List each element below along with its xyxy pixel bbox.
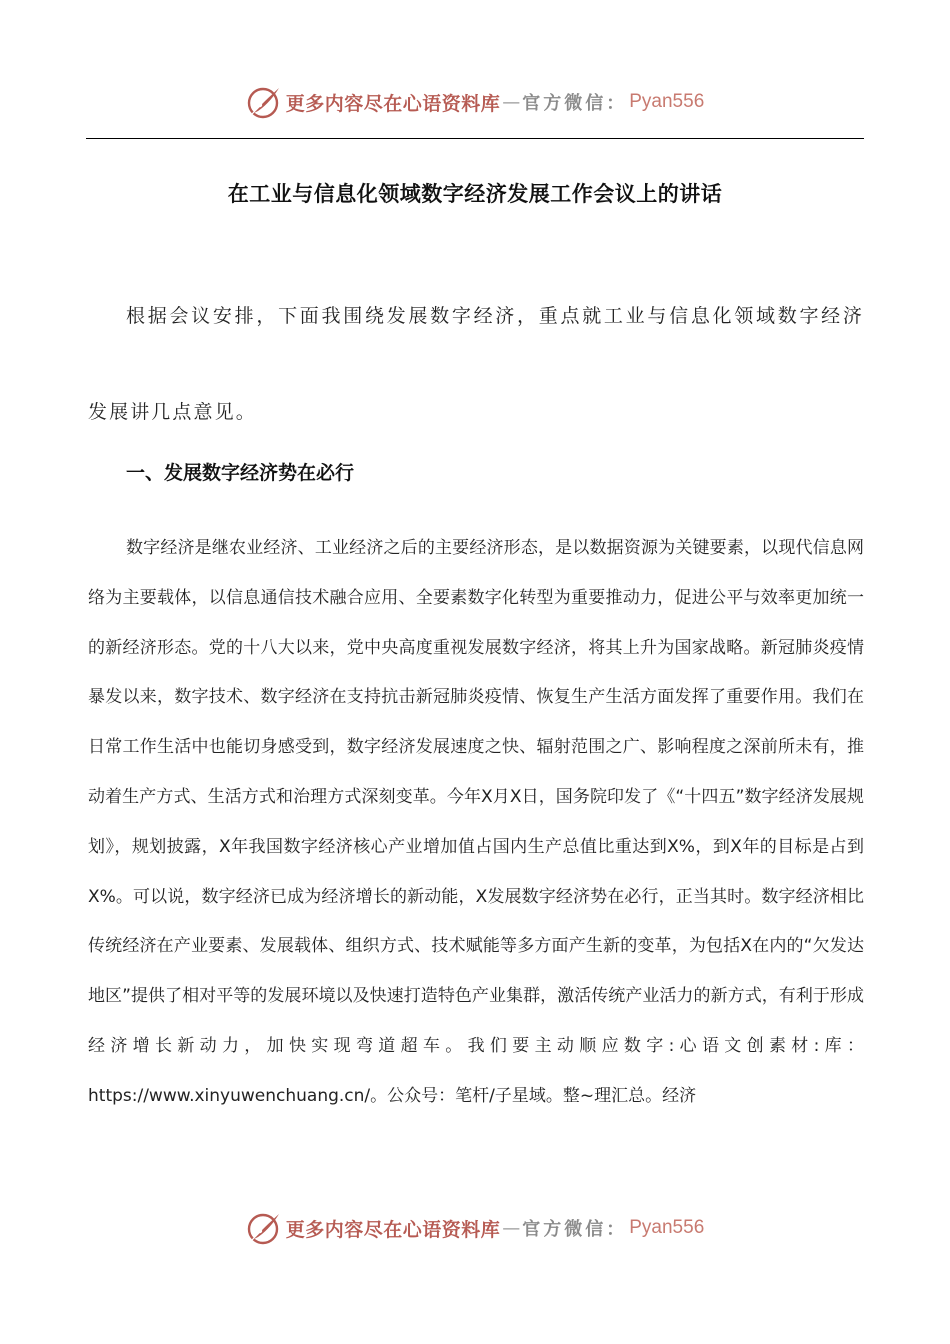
- banner-main-text: 更多内容尽在心语资料库: [285, 92, 501, 115]
- banner-separator: —: [502, 1217, 521, 1239]
- header-banner: [0, 82, 950, 122]
- banner-separator: —: [502, 91, 521, 113]
- page-title: 在工业与信息化领域数字经济发展工作会议上的讲话: [227, 182, 723, 206]
- banner-wechat-id: Pyan556: [629, 91, 705, 112]
- banner-main-text: 更多内容尽在心语资料库: [285, 1218, 501, 1241]
- banner-wechat-id: Pyan556: [629, 1217, 705, 1238]
- quill-pen-logo-icon: [246, 1210, 282, 1246]
- quill-pen-logo-icon: [246, 84, 282, 120]
- intro-paragraph: 根据会议安排，下面我围绕发展数字经济，重点就工业与信息化领域数字经济发展讲几点意见。: [88, 305, 864, 423]
- banner-official-label: 官方微信：: [522, 93, 628, 114]
- footer-banner: [0, 1208, 950, 1248]
- banner-official-label: 官方微信：: [522, 1219, 628, 1240]
- section-heading: 一、发展数字经济势在必行: [126, 462, 355, 484]
- body-paragraph: 数字经济是继农业经济、工业经济之后的主要经济形态，是以数据资源为关键要素，以现代信息网络为主要载体，以信息通信技术融合应用、全要素数字化转型为重要推动力，促进公平与效率更加统一的新经济形态。党的十八大以来，党中央高度重视发展数字经济，将其上升为国家战略。新冠肺炎疫情暴发以来，数字技术、数字经济在支持抗击新冠肺炎疫情、恢复生产生活方面发挥了重要作用。我们在日常工作生活中也能切身感受到，数字经济发展速度之快、辐射范围之广、影响程度之深前所未有，推动着生产方式、生活方式和治理方式深刻变革。今年X月X日，国务院印发了《“十四五”数字经济发展规划》，规划披露，X年我国数字经济核心产业增加值占国内生产总值比重达到X%，到X年的目标是占到X%。可以说，数字经济已成为经济增长的新动能，X发展数字经济势在必行，正当其时。数字经济相比传统经济在产业要素、发展载体、组织方式、技术赋能等多方面产生新的变革，为包括X在内的“欠发达地区”提供了相对平等的发展环境以及快速打造特色产业集群，激活传统产业活力的新方式，有利于形成经济增长新动力，加快实现弯道超车。我们要主动顺应数字:心语文创素材:库：https://www.xinyuwenchuang.cn/。公众号：笔杆/子星域。整~理汇总。经济: [88, 538, 864, 1106]
- header-rule: [86, 138, 864, 139]
